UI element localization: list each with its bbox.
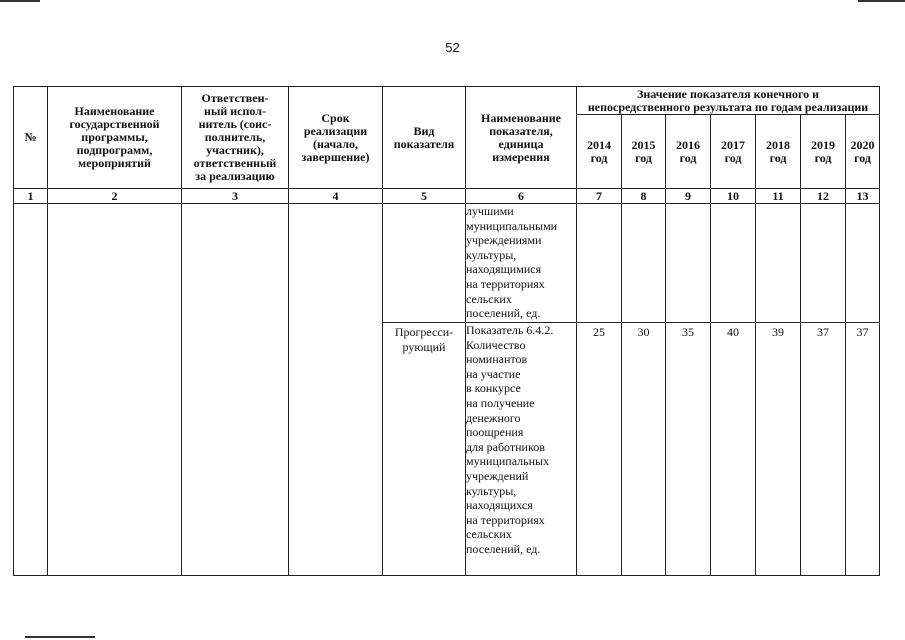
column-number: 9 [666, 189, 711, 204]
cell-term [289, 204, 383, 576]
header-year-2020: 2020 год [846, 115, 880, 189]
cell-value-2016: 35 [666, 323, 711, 576]
cell-value-2019: 37 [801, 323, 846, 576]
column-number: 2 [48, 189, 182, 204]
header-program-name: Наименование государственной программы, подпрограмм, мероприятий [48, 87, 182, 189]
header-number: № [14, 87, 48, 189]
cell-indicator-kind: Прогресси- рующий [383, 323, 466, 576]
cell-value-2014 [577, 204, 622, 323]
column-number: 1 [14, 189, 48, 204]
cell-value-2015: 30 [622, 323, 666, 576]
scan-mark-bottom-left [25, 636, 95, 638]
column-number: 6 [466, 189, 577, 204]
column-number: 7 [577, 189, 622, 204]
page-number: 52 [445, 40, 460, 55]
cell-value-2016 [666, 204, 711, 323]
cell-value-2020 [846, 204, 880, 323]
header-values-group: Значение показателя конечного и непосредственного результата по годам реализации [577, 87, 880, 115]
cell-value-2015 [622, 204, 666, 323]
cell-value-2019 [801, 204, 846, 323]
cell-value-2020: 37 [846, 323, 880, 576]
header-indicator-name: Наименование показателя, единица измерения [466, 87, 577, 189]
column-number: 12 [801, 189, 846, 204]
cell-value-2017 [711, 204, 756, 323]
cell-responsible [182, 204, 289, 576]
column-number: 3 [182, 189, 289, 204]
header-term: Срок реализации (начало, завершение) [289, 87, 383, 189]
cell-indicator-name: лучшими муниципальными учреждениями культуры, находящимися на территориях сельских поселений, ед. [466, 204, 577, 323]
column-number: 11 [756, 189, 801, 204]
header-year-2017: 2017 год [711, 115, 756, 189]
table-row [14, 204, 880, 323]
header-indicator-kind: Вид показателя [383, 87, 466, 189]
header-year-2018: 2018 год [756, 115, 801, 189]
cell-value-2014: 25 [577, 323, 622, 576]
header-year-2019: 2019 год [801, 115, 846, 189]
scan-mark-top-right [858, 0, 905, 2]
column-number: 4 [289, 189, 383, 204]
column-number: 8 [622, 189, 666, 204]
scan-mark-top-left [0, 0, 40, 2]
column-number: 5 [383, 189, 466, 204]
header-year-2016: 2016 год [666, 115, 711, 189]
header-year-2014: 2014 год [577, 115, 622, 189]
header-responsible: Ответствен- ный испол- нитель (соис- полнитель, участник), ответственный за реализацию [182, 87, 289, 189]
cell-number [14, 204, 48, 576]
cell-indicator-kind [383, 204, 466, 323]
indicators-table [13, 86, 880, 576]
column-number: 13 [846, 189, 880, 204]
cell-program-name [48, 204, 182, 576]
cell-value-2018: 39 [756, 323, 801, 576]
cell-indicator-name: Показатель 6.4.2. Количество номинантов на участие в конкурсе на получение денежного поощрения для работников муниципальных учреждений культуры, находящихся на территориях сельских поселений, ед. [466, 323, 577, 576]
cell-value-2017: 40 [711, 323, 756, 576]
header-year-2015: 2015 год [622, 115, 666, 189]
column-number: 10 [711, 189, 756, 204]
cell-value-2018 [756, 204, 801, 323]
